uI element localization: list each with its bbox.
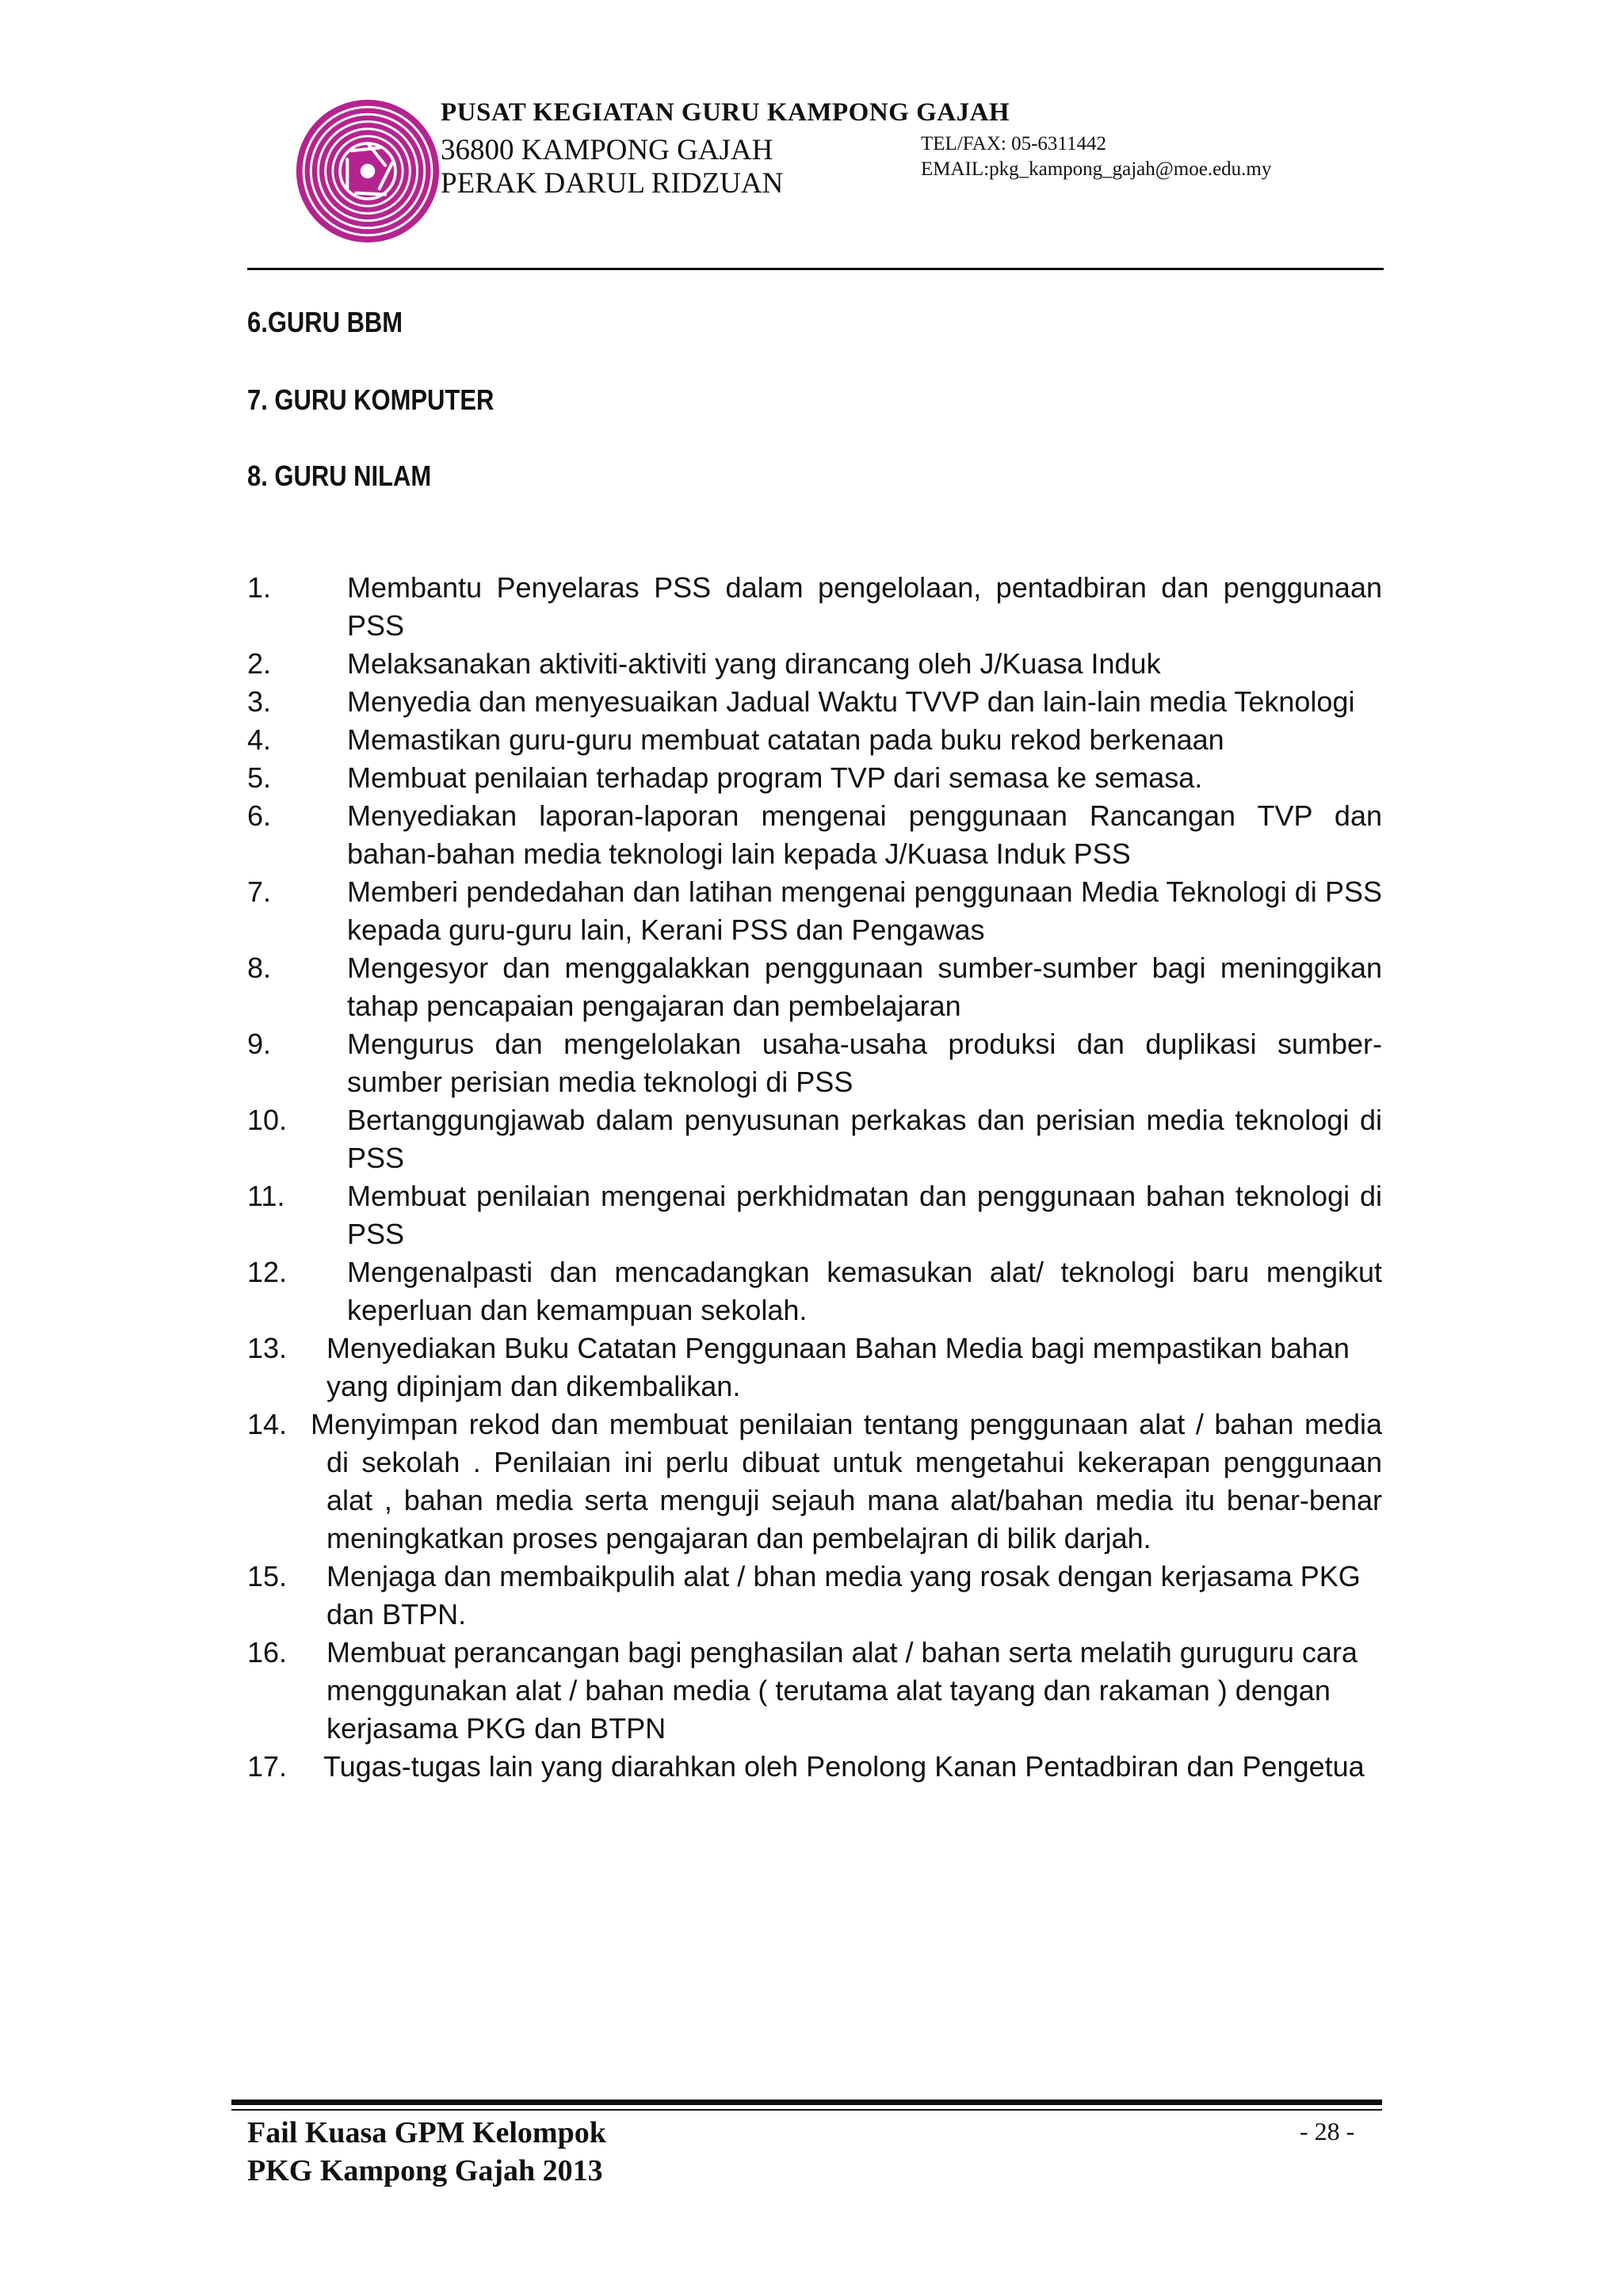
org-name: PUSAT KEGIATAN GURU KAMPONG GAJAH — [441, 98, 1010, 127]
item-text: Membuat penilaian mengenai perkhidmatan dan penggunaan bahan teknologi di PSS — [347, 1180, 1382, 1250]
footer-org-year: PKG Kampong Gajah 2013 — [247, 2154, 603, 2187]
list-item — [247, 721, 1382, 759]
list-item — [247, 569, 1382, 645]
list-item — [247, 645, 1382, 683]
pkg-logo-icon — [295, 98, 441, 244]
item-number: 9. — [247, 1028, 272, 1060]
footer-divider-thin — [231, 2109, 1382, 2111]
item-text: Menyediakan Buku Catatan Penggunaan Bahan Media bagi mempastikan bahan yang dipinjam dan dikembalikan. — [327, 1332, 1350, 1402]
item-number: 10. — [247, 1104, 288, 1136]
list-item — [247, 797, 1382, 873]
duties-list — [247, 569, 1382, 1786]
item-number: 13. — [247, 1332, 288, 1364]
tel-fax: TEL/FAX: 05-6311442 — [921, 133, 1107, 154]
item-text: Membuat penilaian terhadap program TVP dari semasa ke semasa. — [347, 761, 1203, 794]
list-item — [247, 1634, 1382, 1748]
address-line-1: 36800 KAMPONG GAJAH — [441, 134, 773, 166]
list-item — [247, 949, 1382, 1025]
item-number: 17. — [247, 1750, 288, 1783]
item-number: 3. — [247, 685, 272, 718]
item-text: Mengurus dan mengelolakan usaha-usaha produksi dan duplikasi sumber-sumber perisian media teknologi di PSS — [347, 1028, 1382, 1098]
item-text: Menyedia dan menyesuaikan Jadual Waktu TVVP dan lain-lain media Teknologi — [347, 685, 1355, 718]
item-number: 7. — [247, 875, 272, 908]
list-item — [247, 1748, 1382, 1786]
item-number: 6. — [247, 799, 272, 832]
item-number: 15. — [247, 1560, 288, 1592]
item-text: Melaksanakan aktiviti-aktiviti yang dirancang oleh J/Kuasa Induk — [347, 647, 1161, 680]
item-text: Menyimpan rekod dan membuat penilaian tentang penggunaan alat / bahan media di sekolah . Penilaian ini perlu dibuat untuk mengetahui kekerapan penggunaan alat , bahan media serta menguji sejauh mana alat/bahan media itu benar-benar meningkatkan proses pengajaran dan pembelajran di bilik darjah. — [311, 1408, 1382, 1554]
item-text: Memastikan guru-guru membuat catatan pada buku rekod berkenaan — [347, 723, 1224, 756]
footer-divider-thick — [231, 2100, 1382, 2105]
item-text: Mengenalpasti dan mencadangkan kemasukan alat/ teknologi baru mengikut keperluan dan kemampuan sekolah. — [347, 1256, 1382, 1326]
email-address: EMAIL:pkg_kampong_gajah@moe.edu.my — [921, 158, 1272, 180]
list-item — [247, 1405, 1382, 1558]
item-number: 1. — [247, 571, 272, 604]
item-number: 12. — [247, 1256, 288, 1288]
list-item — [247, 1253, 1382, 1329]
list-item — [247, 1177, 1382, 1253]
item-number: 5. — [247, 761, 272, 794]
list-item — [247, 759, 1382, 797]
item-number: 16. — [247, 1636, 288, 1669]
item-number: 11. — [247, 1180, 285, 1212]
section-heading-guru-komputer: 7. GURU KOMPUTER — [247, 383, 495, 416]
list-item — [247, 1101, 1382, 1177]
item-text: Membantu Penyelaras PSS dalam pengelolaan, pentadbiran dan penggunaan PSS — [347, 571, 1382, 642]
list-item — [247, 1025, 1382, 1101]
list-item — [247, 873, 1382, 949]
item-text: Bertanggungjawab dalam penyusunan perkakas dan perisian media teknologi di PSS — [347, 1104, 1382, 1174]
list-item — [247, 1558, 1382, 1634]
address-line-2: PERAK DARUL RIDZUAN — [441, 167, 784, 200]
item-number: 8. — [247, 952, 272, 984]
item-number: 2. — [247, 647, 272, 680]
page-number: - 28 - — [1300, 2117, 1355, 2145]
section-heading-guru-nilam: 8. GURU NILAM — [247, 460, 432, 492]
section-heading-guru-bbm: 6.GURU BBM — [247, 306, 403, 338]
list-item — [247, 1329, 1382, 1405]
item-text: Memberi pendedahan dan latihan mengenai penggunaan Media Teknologi di PSS kepada guru-guru lain, Kerani PSS dan Pengawas — [347, 875, 1382, 946]
item-number: 14. — [247, 1408, 288, 1440]
item-text: Menjaga dan membaikpulih alat / bhan media yang rosak dengan kerjasama PKG dan BTPN. — [327, 1560, 1361, 1630]
header-divider — [247, 268, 1384, 270]
footer-file-title: Fail Kuasa GPM Kelompok — [247, 2116, 606, 2149]
list-item — [247, 683, 1382, 721]
item-text: Mengesyor dan menggalakkan penggunaan sumber-sumber bagi meninggikan tahap pencapaian pengajaran dan pembelajaran — [347, 952, 1382, 1022]
item-text: Membuat perancangan bagi penghasilan alat / bahan serta melatih guruguru cara menggunakan alat / bahan media ( terutama alat tayang dan rakaman ) dengan kerjasama PKG dan BTPN — [327, 1636, 1358, 1745]
item-text: Menyediakan laporan-laporan mengenai penggunaan Rancangan TVP dan bahan-bahan media teknologi lain kepada J/Kuasa Induk PSS — [347, 799, 1382, 870]
item-text: Tugas-tugas lain yang diarahkan oleh Penolong Kanan Pentadbiran dan Pengetua — [323, 1750, 1365, 1783]
item-number: 4. — [247, 723, 272, 756]
